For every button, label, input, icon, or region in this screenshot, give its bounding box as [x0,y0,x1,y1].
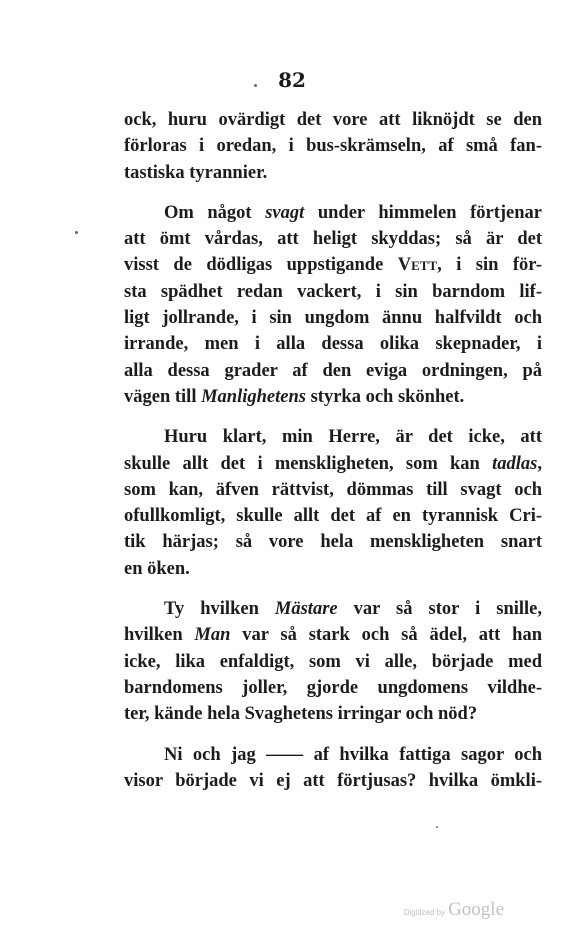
text-line: hvilken Man var så stark och så ädel, att han [124,625,542,646]
body-text [124,107,542,808]
text-line: visst de dödligas uppstigande Vett, i sin för- [124,255,542,276]
text-line: ter, kände hela Svaghetens irringar och nöd? [124,704,478,725]
text-line: Om något svagt under himmelen förtjenar [164,202,542,223]
text-line: förloras i oredan, i bus-skrämseln, af små fan- [124,136,542,157]
text-line: irrande, men i alla dessa olika skepnader, i [124,334,542,355]
digitization-watermark [404,899,504,921]
emphasized-word: Manlighetens [201,386,306,407]
text-line: tastiska tyrannier. [124,162,268,183]
paragraph [124,742,542,795]
text-line: ofullkomligt, skulle allt det af en tyrannisk Cri- [124,506,542,527]
text-line: sta spädhet redan vackert, i sin barndom lif- [124,281,542,302]
text-line: barndomens joller, gjorde ungdomens vildhe- [124,677,542,698]
text-line: alla dessa grader af den eviga ordningen, på [124,360,542,381]
watermark-brand: Google [448,899,504,920]
text-line: en öken. [124,558,190,579]
paragraph [124,200,542,410]
print-speck [254,84,257,87]
text-line: vägen till Manlighetens styrka och skönhet. [124,386,465,407]
text-line: icke, lika enfaldigt, som vi alle, började med [124,651,542,672]
emphasized-word: svagt [265,202,305,223]
print-speck [436,826,438,828]
text-line: ock, huru ovärdigt det vore att liknöjdt se den [124,110,542,130]
text-line: Ty hvilken Mästare var så stor i snille, [164,599,542,620]
watermark-prefix: Digitized by [403,908,446,917]
emphasized-word: Man [194,625,231,646]
text-line: skulle allt det i menskligheten, som kan tadlas, [124,453,542,474]
page-number: 82 [278,68,306,92]
text-line: som kan, äfven rättvist, dömmas till svagt och [124,479,542,500]
print-speck [75,231,78,234]
text-line: ligt jollrande, i sin ungdom ännu halfvildt och [124,308,542,329]
text-line: att ömt vårdas, att heligt skyddas; så är det [124,229,542,250]
text-line: Ni och jag —— af hvilka fattiga sagor och [164,744,542,765]
paragraph [124,107,542,186]
paragraph [124,596,542,727]
text-line: tik härjas; så vore hela menskligheten snart [124,532,542,553]
emphasized-word: Mästare [274,599,338,620]
small-caps-word: Vett [397,255,438,276]
paragraph [124,424,542,582]
emphasized-word: tadlas [492,453,538,474]
text-line: visor började vi ej att förtjusas? hvilka ömkli- [124,770,542,791]
text-line: Huru klart, min Herre, är det icke, att [164,427,542,448]
